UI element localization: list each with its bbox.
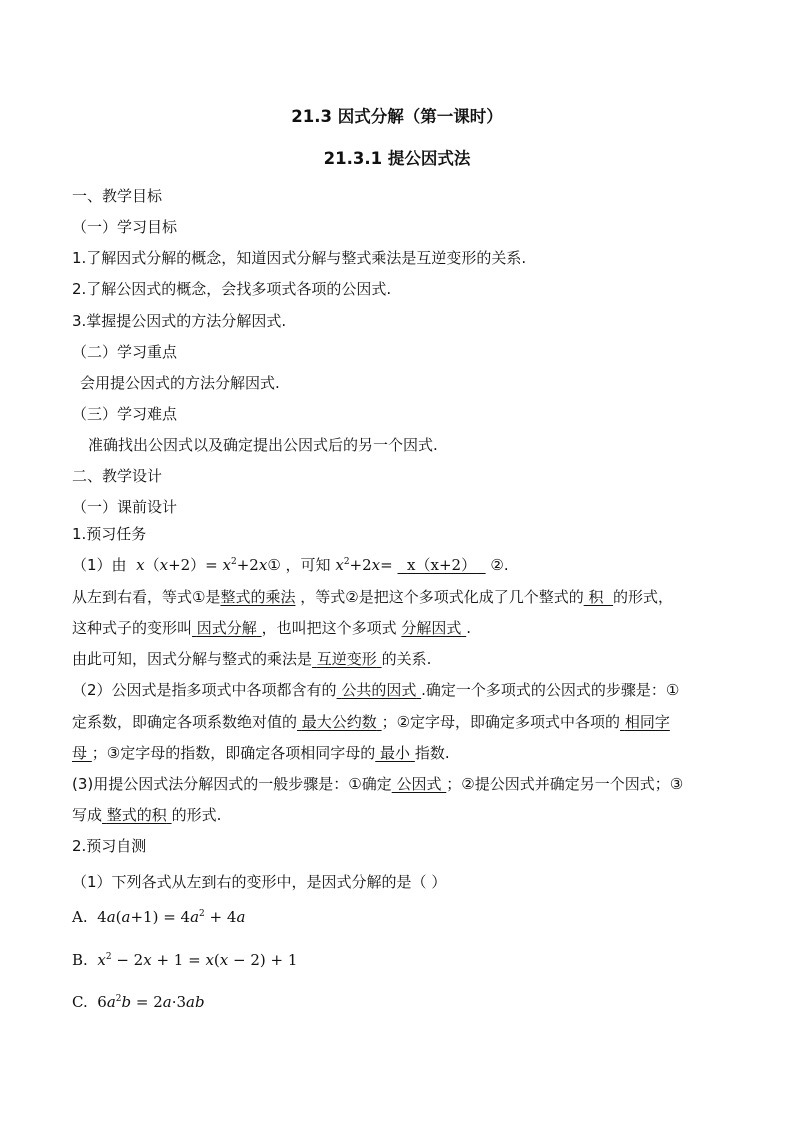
goal-item: 1.了解因式分解的概念，知道因式分解与整式乘法是互逆变形的关系. xyxy=(72,249,527,267)
text-run: 定系数，即确定各项系数绝对值的 xyxy=(72,713,298,731)
answer-blank xyxy=(375,744,415,762)
option-c-formula: $6a^2b = 2a\cdot 3ab$ xyxy=(97,993,205,1011)
question-1-suffix: ②. xyxy=(490,556,509,574)
paragraph-line xyxy=(72,649,724,669)
paragraph-line xyxy=(72,680,724,700)
option-a-formula: $4a(a+1) = 4a^2 + 4a$ xyxy=(97,908,246,926)
text-run: ；②定字母，即确定多项式中各项的 xyxy=(381,713,621,731)
answer-text: 分解因式 xyxy=(401,619,462,637)
text-run: .确定一个多项式的公因式的步骤是：① xyxy=(421,681,680,699)
answer-blank xyxy=(297,713,382,731)
answer-text: 最大公约数 xyxy=(301,713,377,731)
section-heading-design: 二、教学设计 xyxy=(72,467,163,485)
option-c xyxy=(72,992,724,1012)
answer-text: 因式分解 xyxy=(196,619,257,637)
text-run: ；②提公因式并确定另一个因式；③ xyxy=(446,775,684,793)
subheading-learning-goals: （一）学习目标 xyxy=(72,218,178,236)
goal-item: 3.掌握提公因式的方法分解因式. xyxy=(72,312,287,330)
option-label: B. xyxy=(72,951,88,969)
preview-task-heading: 1.预习任务 xyxy=(72,525,147,543)
paragraph-line xyxy=(72,712,724,732)
mc-question: （1）下列各式从左到右的变形中，是因式分解的是（ ） xyxy=(72,873,447,891)
option-a xyxy=(72,907,724,927)
answer-blank: 整式的乘法 xyxy=(220,588,296,606)
paragraph-line xyxy=(72,774,724,794)
answer-text: 相同字 xyxy=(624,713,670,731)
answer-blank xyxy=(192,619,262,637)
option-label: A. xyxy=(72,908,88,926)
section-heading-objectives: 一、教学目标 xyxy=(72,187,163,205)
subheading-preclass: （一）课前设计 xyxy=(72,498,178,516)
option-b xyxy=(72,950,724,970)
text-run: . xyxy=(466,619,471,637)
paragraph-line xyxy=(72,618,724,638)
text-run: (3)用提公因式法分解因式的一般步骤是：①确定 xyxy=(72,775,392,793)
text-run: ；③定字母的指数，即确定各项相同字母的 xyxy=(91,744,376,762)
goal-item: 2.了解公因式的概念，会找多项式各项的公因式. xyxy=(72,280,392,298)
answer-text: x（x+2） xyxy=(407,556,477,574)
answer-text: 公因式 xyxy=(396,775,442,793)
question-1-mid: ，可知 xyxy=(285,556,331,574)
answer-blank xyxy=(392,775,447,793)
difficulty-text: 准确找出公因式以及确定提出公因式后的另一个因式. xyxy=(88,436,438,454)
answer-text: 积 xyxy=(588,588,604,606)
text-run: 的形式. xyxy=(171,806,222,824)
question-1-line xyxy=(72,555,724,575)
answer-blank xyxy=(337,681,422,699)
subheading-difficulties: （三）学习难点 xyxy=(72,405,178,423)
answer-blank xyxy=(584,588,613,606)
self-test-heading: 2.预习自测 xyxy=(72,837,147,855)
answer-blank xyxy=(620,713,670,731)
answer-text: 最小 xyxy=(380,744,411,762)
answer-blank xyxy=(401,619,466,637)
paragraph-line xyxy=(72,743,724,763)
question-1-prefix: （1）由 xyxy=(72,556,127,574)
text-run: 写成 xyxy=(72,806,103,824)
option-label: C. xyxy=(72,993,88,1011)
text-run: 这种式子的变形叫 xyxy=(72,619,193,637)
text-run: 的关系. xyxy=(381,650,432,668)
text-run: （2）公因式是指多项式中各项都含有的 xyxy=(72,681,337,699)
equation-2-left: $x^2+2x=$ xyxy=(335,556,393,574)
text-run: ，等式②是把这个多项式化成了几个整式的 xyxy=(300,588,584,606)
answer-text: 公共的因式 xyxy=(341,681,417,699)
text-run: 由此可知，因式分解与整式的乘法是 xyxy=(72,650,313,668)
answer-blank xyxy=(312,650,382,668)
equation-1: $x(x+2)= x^2+2x①$ xyxy=(136,556,281,574)
answer-text: 整式的积 xyxy=(106,806,167,824)
option-b-formula: $x^2 - 2x + 1 = x(x - 2) + 1$ xyxy=(97,951,298,969)
answer-blank xyxy=(398,556,486,574)
paragraph-line xyxy=(72,587,724,607)
page-title: 21.3 因式分解（第一课时） xyxy=(291,107,503,126)
answer-text: 互逆变形 xyxy=(316,650,377,668)
text-run: ，也叫把这个多项式 xyxy=(261,619,397,637)
answer-blank xyxy=(102,806,172,824)
answer-text: 母 xyxy=(72,744,88,762)
key-point-text: 会用提公因式的方法分解因式. xyxy=(80,374,280,392)
answer-blank xyxy=(72,744,92,762)
text-run: 的形式， xyxy=(613,588,674,606)
text-run: 从左到右看，等式①是 xyxy=(72,588,221,606)
subheading-key-points: （二）学习重点 xyxy=(72,343,178,361)
page-subtitle: 21.3.1 提公因式法 xyxy=(323,149,471,168)
text-run: 指数. xyxy=(414,744,450,762)
paragraph-line xyxy=(72,805,724,825)
